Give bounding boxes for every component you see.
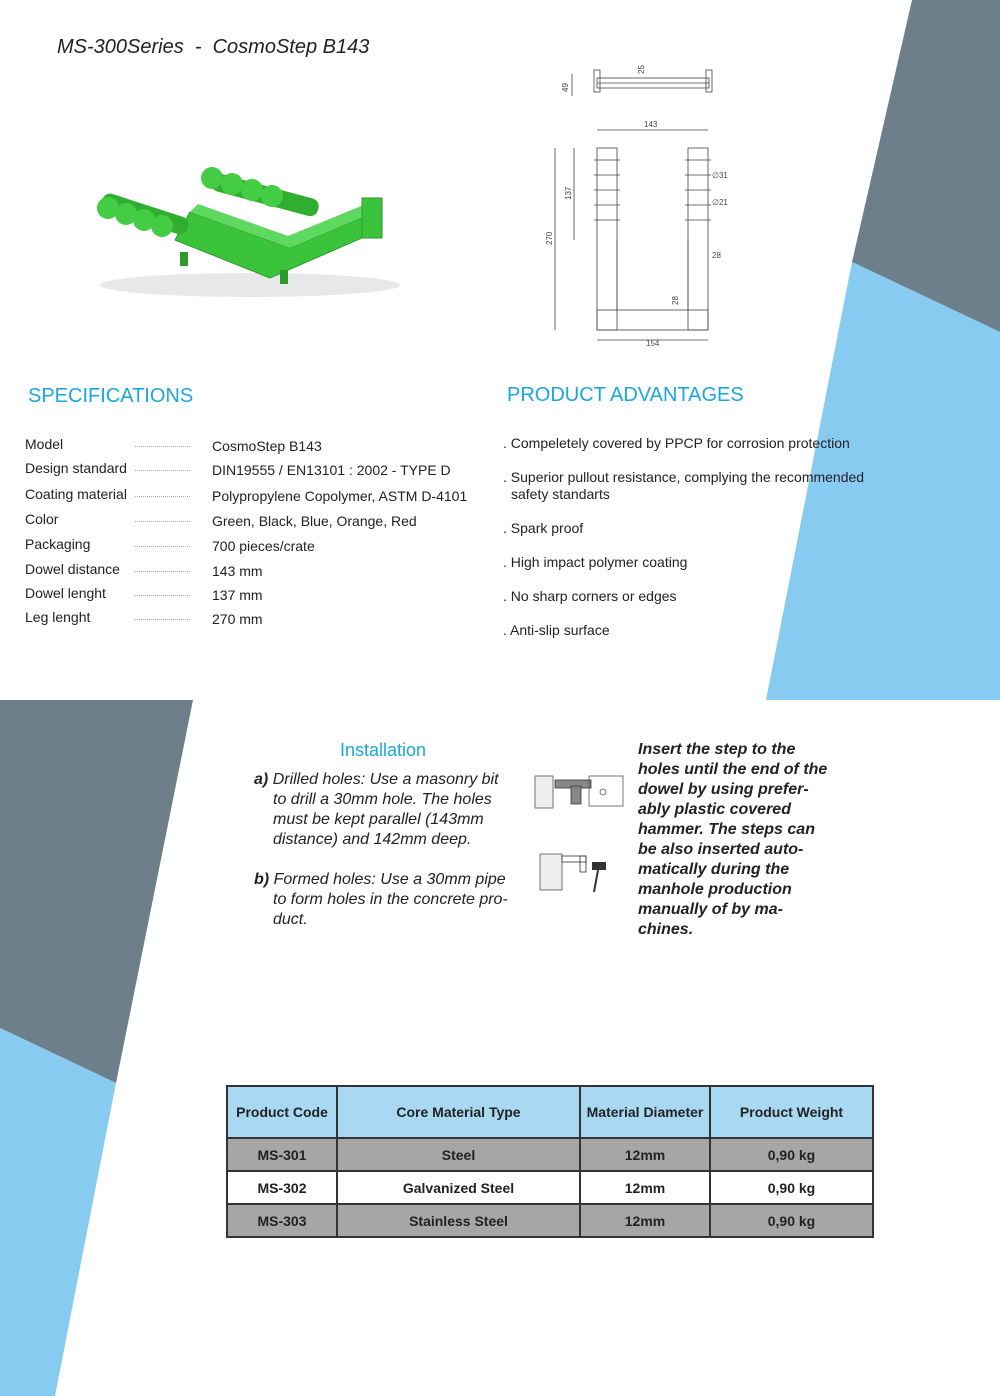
spec-label: Dowel distance	[25, 561, 120, 577]
spec-label: Packaging	[25, 536, 91, 552]
note-line: Insert the step to the	[638, 741, 796, 758]
dim-28b: 28	[671, 296, 680, 305]
dotted-leader	[135, 595, 190, 596]
spec-row-design-standard	[25, 460, 485, 482]
note-line: dowel by using prefer-	[638, 781, 809, 798]
advantages-heading: PRODUCT ADVANTAGES	[507, 384, 744, 406]
spec-label: Coating material	[25, 486, 127, 502]
front-dowel	[97, 192, 191, 237]
note-line: matically during the	[638, 861, 790, 878]
table-row	[227, 1171, 873, 1204]
advantage-item: . Anti-slip surface	[503, 622, 610, 638]
hammer-illustration	[538, 852, 610, 894]
cell-core-material: Steel	[337, 1138, 580, 1171]
step-a-line: must be kept parallel (143mm	[273, 811, 484, 828]
product-table	[226, 1085, 874, 1238]
cell-product-code: MS-301	[227, 1138, 337, 1171]
spec-value: 137 mm	[212, 587, 263, 603]
dim-d21: ∅21	[712, 198, 728, 207]
dim-270: 270	[545, 231, 554, 245]
sky-stripe-bottom-left	[0, 1028, 116, 1396]
advantage-item-continuation: safety standarts	[511, 486, 610, 502]
spec-label: Design standard	[25, 460, 127, 476]
table-header-row	[227, 1086, 873, 1138]
technical-drawing	[540, 60, 750, 350]
note-line: manhole production	[638, 881, 792, 898]
drill-illustration	[533, 772, 625, 812]
advantage-item: . Compeletely covered by PPCP for corrosion protection	[503, 435, 850, 451]
step-a-line: Drilled holes: Use a masonry bit	[272, 771, 499, 788]
header-material-diameter: Material Diameter	[580, 1086, 710, 1138]
spec-row-coating-material	[25, 486, 485, 508]
header-product-code: Product Code	[227, 1086, 337, 1138]
spec-row-dowel-distance	[25, 561, 485, 583]
product-image	[80, 160, 400, 310]
back-dowel	[201, 167, 320, 218]
spec-row-color	[25, 511, 485, 533]
step-a-line: to drill a 30mm hole. The holes	[273, 791, 492, 808]
note-line: be also inserted auto-	[638, 841, 804, 858]
dim-d31: ∅31	[712, 171, 728, 180]
dotted-leader	[135, 470, 190, 471]
installation-step-b	[254, 870, 506, 890]
step-a-line: distance) and 142mm deep.	[273, 831, 472, 848]
installation-step-a	[254, 770, 499, 790]
spec-value: Polypropylene Copolymer, ASTM D-4101	[212, 488, 468, 504]
table-row	[227, 1204, 873, 1237]
dotted-leader	[135, 571, 190, 572]
specifications-heading: SPECIFICATIONS	[28, 385, 194, 407]
spec-value: CosmoStep B143	[212, 438, 322, 454]
step-b-label: b)	[254, 871, 270, 888]
spec-row-packaging	[25, 536, 485, 558]
dotted-leader	[135, 546, 190, 547]
table-row	[227, 1138, 873, 1171]
step-b-line: to form holes in the concrete pro-	[273, 891, 508, 908]
installation-heading: Installation	[340, 740, 427, 760]
note-line: manually of by ma-	[638, 901, 783, 918]
note-line: ably plastic covered	[638, 801, 791, 818]
cell-product-code: MS-303	[227, 1204, 337, 1237]
dim-28a: 28	[712, 251, 721, 260]
spec-value: 270 mm	[212, 611, 263, 627]
advantage-item: . No sharp corners or edges	[503, 588, 677, 604]
cell-material-diameter: 12mm	[580, 1204, 710, 1237]
advantage-item: . Spark proof	[503, 520, 584, 536]
dim-49: 49	[561, 83, 570, 92]
cell-core-material: Stainless Steel	[337, 1204, 580, 1237]
note-line: holes until the end of the	[638, 761, 828, 778]
spec-value: 700 pieces/crate	[212, 538, 315, 554]
spec-row-model	[25, 436, 485, 458]
cell-product-weight: 0,90 kg	[710, 1171, 873, 1204]
step-a-label: a)	[254, 771, 269, 788]
cell-product-weight: 0,90 kg	[710, 1204, 873, 1237]
advantage-item: . Superior pullout resistance, complying the recommended	[503, 469, 865, 485]
slate-stripe-bottom-left	[0, 700, 193, 1083]
spec-value: DIN19555 / EN13101 : 2002 - TYPE D	[212, 462, 451, 478]
note-line: hammer. The steps can	[638, 821, 815, 838]
installation-note	[638, 740, 848, 940]
cell-material-diameter: 12mm	[580, 1171, 710, 1204]
step-b-line: Formed holes: Use a 30mm pipe	[273, 871, 506, 888]
spec-value: 143 mm	[212, 563, 263, 579]
step-b-line: duct.	[273, 911, 308, 928]
dotted-leader	[135, 619, 190, 620]
spec-row-dowel-length	[25, 585, 485, 607]
cell-product-weight: 0,90 kg	[710, 1138, 873, 1171]
dotted-leader	[135, 446, 190, 447]
spec-row-leg-length	[25, 609, 485, 631]
spec-label: Color	[25, 511, 59, 527]
cell-product-code: MS-302	[227, 1171, 337, 1204]
advantage-item: . High impact polymer coating	[503, 554, 688, 570]
dim-25: 25	[637, 65, 646, 74]
dim-137: 137	[564, 186, 573, 200]
spec-value: Green, Black, Blue, Orange, Red	[212, 513, 417, 529]
dotted-leader	[135, 521, 190, 522]
cell-core-material: Galvanized Steel	[337, 1171, 580, 1204]
note-line: chines.	[638, 921, 694, 938]
spec-label: Leg lenght	[25, 609, 91, 625]
header-core-material: Core Material Type	[337, 1086, 580, 1138]
spec-label: Model	[25, 436, 64, 452]
dim-143: 143	[644, 120, 658, 129]
dotted-leader	[135, 496, 190, 497]
page-title: MS-300Series - CosmoStep B143	[57, 36, 370, 58]
header-product-weight: Product Weight	[710, 1086, 873, 1138]
spec-label: Dowel lenght	[25, 585, 106, 601]
dim-154: 154	[646, 339, 660, 348]
cell-material-diameter: 12mm	[580, 1138, 710, 1171]
